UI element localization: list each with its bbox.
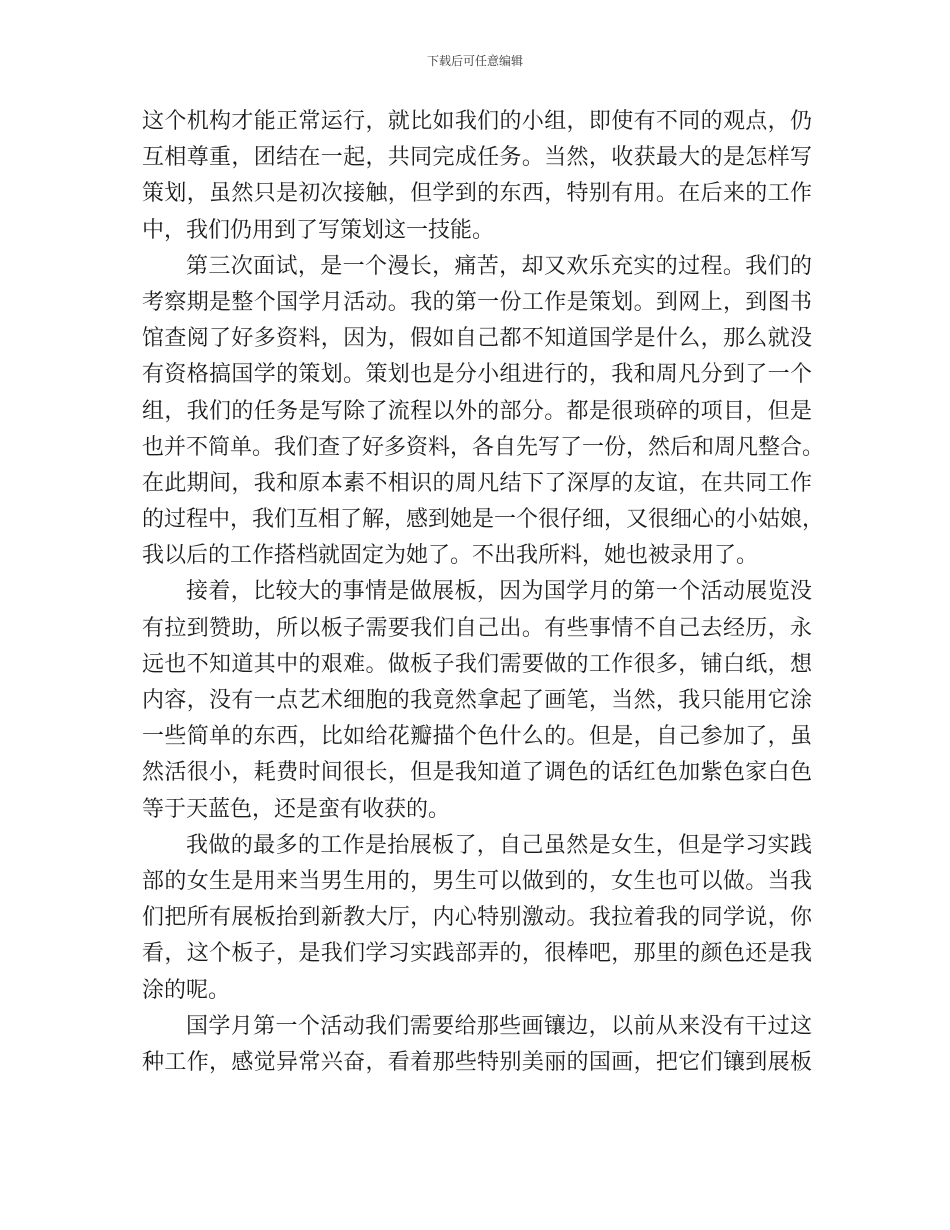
text-line: 我以后的工作搭档就固定为她了。不出我所料，她也被录用了。: [142, 543, 759, 569]
text-line: 馆查阅了好多资料，因为，假如自己都不知道国学是什么，那么就没: [142, 326, 812, 352]
text-line: 互相尊重，团结在一起，共同完成任务。当然，收获最大的是怎样写: [142, 145, 812, 171]
text-line: 中，我们仍用到了写策划这一技能。: [142, 217, 495, 243]
text-line: 也并不简单。我们查了好多资料，各自先写了一份，然后和周凡整合。: [142, 434, 825, 460]
text-line: 这个机构才能正常运行，就比如我们的小组，即使有不同的观点，仍: [142, 109, 812, 134]
text-line: 们把所有展板抬到新教大厅，内心特别激动。我拉着我的同学说，你: [142, 905, 812, 931]
page-header: 下载后可任意编辑: [426, 54, 523, 68]
text-line: 等于天蓝色，还是蛮有收获的。: [142, 796, 451, 822]
paragraph: [142, 828, 812, 1009]
paragraph: [142, 1009, 812, 1081]
text-line: 看，这个板子，是我们学习实践部弄的，很棒吧，那里的颜色还是我: [142, 941, 812, 967]
text-line: 然活很小，耗费时间很长，但是我知道了调色的话红色加紫色家白色: [142, 760, 812, 786]
text-line: 策划，虽然只是初次接触，但学到的东西，特别有用。在后来的工作: [142, 181, 812, 207]
text-line: 国学月第一个活动我们需要给那些画镶边，以前从来没有干过这: [186, 1013, 812, 1039]
text-line: 部的女生是用来当男生用的，男生可以做到的，女生也可以做。当我: [142, 868, 812, 894]
document-body: [142, 104, 825, 1081]
paragraph: [142, 249, 825, 575]
text-line: 有资格搞国学的策划。策划也是分小组进行的，我和周凡分到了一个: [142, 362, 812, 388]
text-line: 有拉到赞助，所以板子需要我们自己出。有些事情不自己去经历，永: [142, 615, 812, 641]
text-line: 远也不知道其中的艰难。做板子我们需要做的工作很多，铺白纸，想: [142, 651, 812, 677]
text-line: 种工作，感觉异常兴奋，看着那些特别美丽的国画，把它们镶到展板: [142, 1049, 812, 1075]
text-line: 内容，没有一点艺术细胞的我竟然拿起了画笔，当然，我只能用它涂: [142, 688, 812, 713]
paragraph: [142, 574, 812, 827]
text-line: 我做的最多的工作是抬展板了，自己虽然是女生，但是学习实践: [186, 832, 812, 858]
text-line: 接着，比较大的事情是做展板，因为国学月的第一个活动展览没: [186, 579, 812, 605]
text-line: 的过程中，我们互相了解，感到她是一个很仔细，又很细心的小姑娘，: [142, 507, 825, 533]
text-line: 组，我们的任务是写除了流程以外的部分。都是很琐碎的项目，但是: [142, 398, 812, 424]
text-line: 涂的呢。: [142, 977, 231, 1003]
paragraph: [142, 104, 812, 249]
text-line: 考察期是整个国学月活动。我的第一份工作是策划。到网上，到图书: [142, 289, 812, 315]
text-line: 一些简单的东西，比如给花瓣描个色什么的。但是，自己参加了，虽: [142, 724, 812, 750]
text-line: 第三次面试，是一个漫长，痛苦，却又欢乐充实的过程。我们的: [186, 253, 812, 279]
text-line: 在此期间，我和原本素不相识的周凡结下了深厚的友谊，在共同工作: [142, 470, 812, 496]
